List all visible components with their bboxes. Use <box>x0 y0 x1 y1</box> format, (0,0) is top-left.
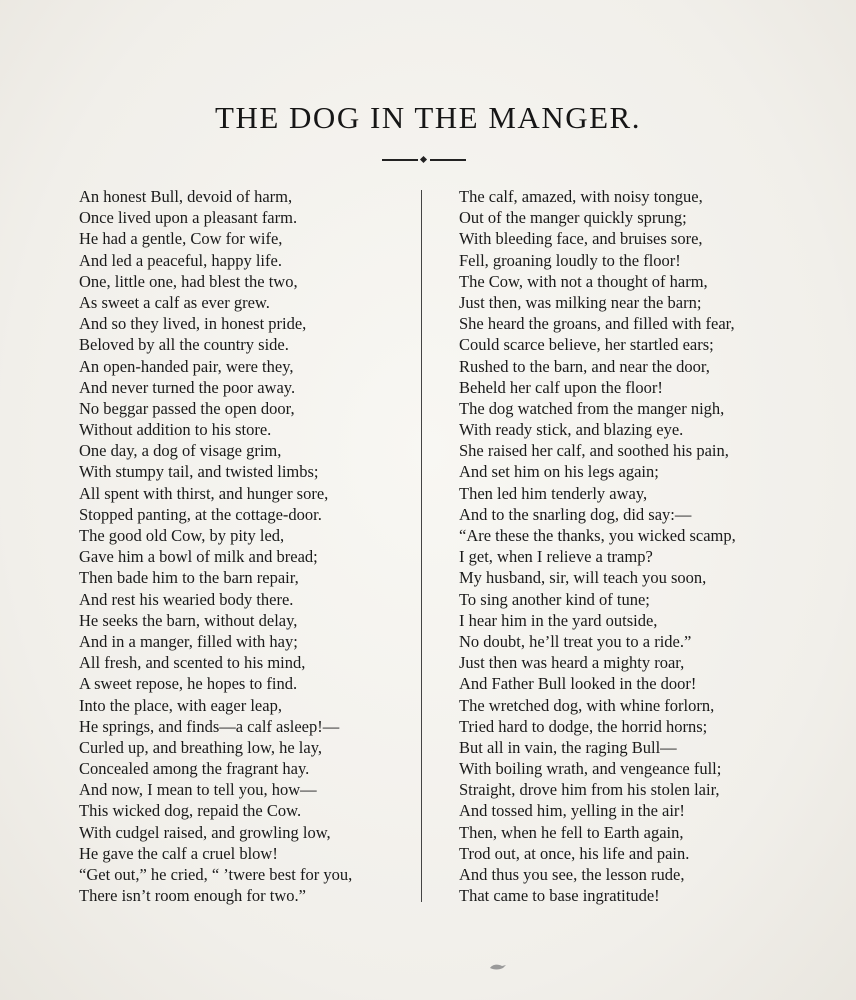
poem-line: “Get out,” he cried, “ ’twere best for you, <box>79 865 353 884</box>
page-title: THE DOG IN THE MANGER. <box>215 100 641 135</box>
poem-line: My husband, sir, will teach you soon, <box>459 568 707 588</box>
poem-line: And set him on his legs again; <box>459 462 659 482</box>
poem-line: Curled up, and breathing low, he lay, <box>79 737 323 757</box>
poem-line: Tried hard to dodge, the horrid horns; <box>459 716 708 736</box>
poem-line: The dog watched from the manger nigh, <box>459 398 725 418</box>
poem-line: This wicked dog, repaid the Cow. <box>79 801 302 821</box>
poem-line: As sweet a calf as ever grew. <box>79 292 270 312</box>
poem-line: And in a manger, filled with hay; <box>79 631 298 651</box>
poem-column-left <box>79 186 352 906</box>
poem-line: He gave the calf a cruel blow! <box>79 843 278 863</box>
poem-line: He seeks the barn, without delay, <box>79 610 298 630</box>
poem-line: Just then was heard a mighty roar, <box>459 653 685 673</box>
poem-line: The wretched dog, with whine forlorn, <box>459 695 715 715</box>
poem-line: With bleeding face, and bruises sore, <box>459 229 703 249</box>
poem-line: But all in vain, the raging Bull— <box>459 737 677 757</box>
poem-line: No beggar passed the open door, <box>79 398 295 418</box>
poem-line: All spent with thirst, and hunger sore, <box>79 483 329 503</box>
poem-line: He springs, and finds—a calf asleep!— <box>79 716 340 736</box>
poem-line: Straight, drove him from his stolen lair, <box>459 780 720 800</box>
poem-line: With stumpy tail, and twisted limbs; <box>79 462 319 482</box>
poem-line: She heard the groans, and filled with fear, <box>459 314 735 334</box>
poem-line: Trod out, at once, his life and pain. <box>459 843 690 863</box>
poem-line: I get, when I relieve a tramp? <box>459 547 653 567</box>
poem-line: Beheld her calf upon the floor! <box>459 377 663 397</box>
poem-line: And so they lived, in honest pride, <box>79 314 307 334</box>
column-divider <box>421 190 422 902</box>
poem-line: Fell, groaning loudly to the floor! <box>459 250 681 270</box>
poem-line: He had a gentle, Cow for wife, <box>79 229 283 249</box>
poem-line: Could scarce believe, her startled ears; <box>459 335 714 355</box>
poem-line: Beloved by all the country side. <box>79 335 289 355</box>
poem-line: The good old Cow, by pity led, <box>79 526 285 545</box>
poem-line: A sweet repose, he hopes to find. <box>79 674 298 694</box>
poem-line: And rest his wearied body there. <box>79 589 294 609</box>
poem-line: I hear him in the yard outside, <box>459 610 658 630</box>
poem-column-right <box>459 186 736 906</box>
poem-line: That came to base ingratitude! <box>459 886 660 906</box>
poem-line: Out of the manger quickly sprung; <box>459 208 687 228</box>
poem-line: There isn’t room enough for two.” <box>79 886 306 906</box>
poem-line: Then, when he fell to Earth again, <box>459 822 684 842</box>
poem-line: Stopped panting, at the cottage-door. <box>79 504 322 524</box>
poem-line: One day, a dog of visage grim, <box>79 441 282 461</box>
poem-line: Just then, was milking near the barn; <box>459 292 702 312</box>
poem-line: And now, I mean to tell you, how— <box>79 780 317 800</box>
poem-line: Without addition to his store. <box>79 420 272 440</box>
poem-line: Gave him a bowl of milk and bread; <box>79 547 318 567</box>
poem-line: An open-handed pair, were they, <box>79 356 294 376</box>
printer-mark-icon <box>488 962 508 972</box>
poem-line: And thus you see, the lesson rude, <box>459 865 685 884</box>
poem-line: No doubt, he’ll treat you to a ride.” <box>459 631 692 651</box>
poem-line: “Are these the thanks, you wicked scamp, <box>459 526 736 545</box>
poem-line: An honest Bull, devoid of harm, <box>79 187 293 206</box>
poem-line: With cudgel raised, and growling low, <box>79 822 331 842</box>
poem-line: And to the snarling dog, did say:— <box>459 504 692 524</box>
poem-line: With ready stick, and blazing eye. <box>459 420 684 440</box>
poem-line: And Father Bull looked in the door! <box>459 674 697 694</box>
poem-line: To sing another kind of tune; <box>459 589 650 609</box>
poem-line: The calf, amazed, with noisy tongue, <box>459 187 703 206</box>
poem-line: All fresh, and scented to his mind, <box>79 653 306 673</box>
poem-line: The Cow, with not a thought of harm, <box>459 271 708 291</box>
poem-line: Rushed to the barn, and near the door, <box>459 356 710 376</box>
poem-line: Into the place, with eager leap, <box>79 695 282 715</box>
poem-line: Once lived upon a pleasant farm. <box>79 208 298 228</box>
poem-line: With boiling wrath, and vengeance full; <box>459 759 722 779</box>
poem-line: And tossed him, yelling in the air! <box>459 801 685 821</box>
rule-diamond-ornament-icon <box>382 156 466 164</box>
poem-line: Then bade him to the barn repair, <box>79 568 299 588</box>
poem-line: Concealed among the fragrant hay. <box>79 759 310 779</box>
poem-line: Then led him tenderly away, <box>459 483 648 503</box>
poem-line: One, little one, had blest the two, <box>79 271 298 291</box>
poem-line: She raised her calf, and soothed his pain, <box>459 441 729 461</box>
poem-line: And never turned the poor away. <box>79 377 296 397</box>
poem-line: And led a peaceful, happy life. <box>79 250 282 270</box>
